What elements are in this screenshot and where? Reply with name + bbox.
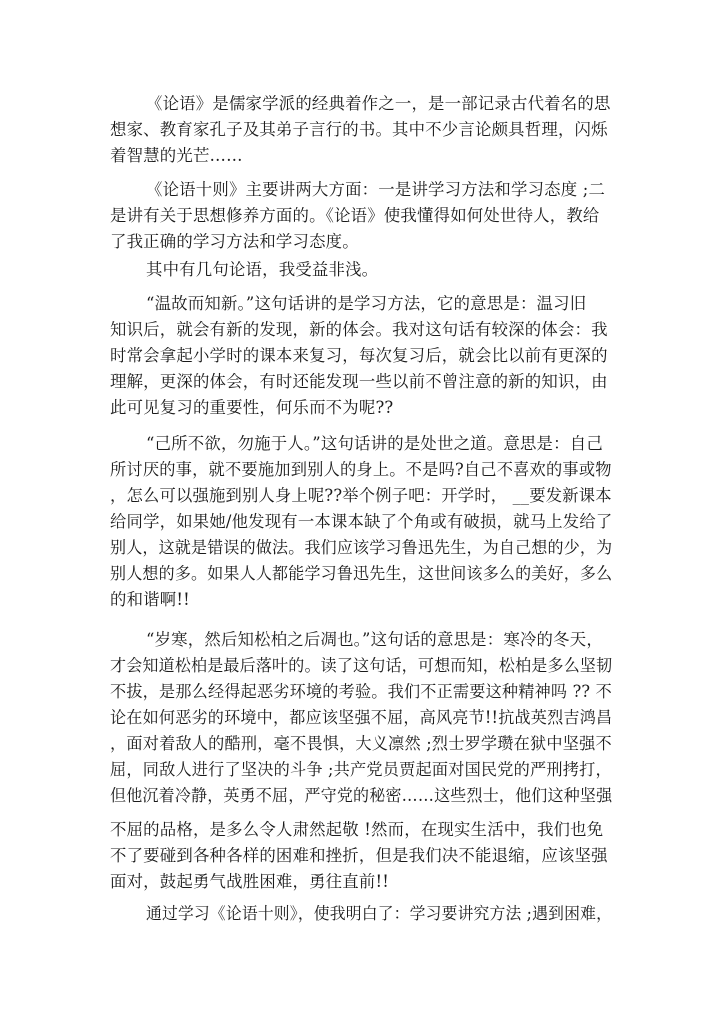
- text-line: 给同学，如果她/他发现有一本课本缺了个角或有破损，就马上发给了: [110, 512, 613, 531]
- text-line: 屈，同敌人进行了坚决的斗争 ;共产党员贾起面对国民党的严刑拷打，: [110, 760, 612, 779]
- text-line: 面对，鼓起勇气战胜困难，勇往直前!!: [110, 872, 390, 891]
- text-line: 其中有几句论语，我受益非浅。: [146, 260, 379, 279]
- text-line: 别人想的多。如果人人都能学习鲁迅先生，这世间该多么的美好，多么: [110, 564, 613, 583]
- text-line: 知识后，就会有新的发现，新的体会。我对这句话有较深的体会：我: [110, 320, 608, 339]
- text-line: ，怎么可以强施到别人身上呢??举个例子吧：开学时， __要发新课本: [110, 486, 612, 505]
- text-line: 的和谐啊!!: [110, 590, 190, 609]
- text-line: 此可见复习的重要性，何乐而不为呢??: [110, 398, 394, 417]
- text-line: 不了要碰到各种各样的困难和挫折，但是我们决不能退缩，应该坚强: [110, 846, 608, 865]
- text-line: 着智慧的光芒……: [110, 146, 243, 165]
- text-line: 不拔，是那么经得起恶劣环境的考验。我们不正需要这种精神吗 ?? 不: [110, 682, 612, 701]
- text-line: ，面对着敌人的酷刑，毫不畏惧，大义凛然 ;烈士罗学瓒在狱中坚强不: [110, 734, 612, 753]
- text-line: 但他沉着冷静，英勇不屈，严守党的秘密……这些烈士，他们这种坚强: [110, 786, 613, 805]
- text-line: “己所不欲，勿施于人。”这句话讲的是处世之道。意思是：自己: [146, 434, 603, 453]
- text-line: “温故而知新。”这句话讲的是学习方法，它的意思是：温习旧: [146, 294, 587, 313]
- text-line: 了我正确的学习方法和学习态度。: [110, 232, 359, 251]
- text-line: “岁寒，然后知松柏之后凋也。”这句话的意思是：寒冷的冬天，: [146, 630, 603, 649]
- text-line: 所讨厌的事，就不要施加到别人的身上。不是吗?自己不喜欢的事或物: [110, 460, 612, 479]
- text-line: 理解，更深的体会，有时还能发现一些以前不曾注意的新的知识，由: [110, 372, 608, 391]
- text-line: 《论语十则》主要讲两大方面：一是讲学习方法和学习态度 ;二: [146, 180, 606, 199]
- text-line: 《论语》是儒家学派的经典着作之一，是一部记录古代着名的思: [146, 94, 611, 113]
- text-line: 想家、教育家孔子及其弟子言行的书。其中不少言论颇具哲理，闪烁: [110, 120, 608, 139]
- text-line: 不屈的品格，是多么令人肃然起敬 !然而，在现实生活中，我们也免: [110, 820, 604, 839]
- text-line: 论在如何恶劣的环境中，都应该坚强不屈，高风亮节!!抗战英烈吉鸿昌: [110, 708, 613, 727]
- text-line: 通过学习《论语十则》，使我明白了：学习要讲究方法 ;遇到困难，: [146, 904, 613, 923]
- text-line: 才会知道松柏是最后落叶的。读了这句话，可想而知，松柏是多么坚韧: [110, 656, 613, 675]
- text-line: 别人，这就是错误的做法。我们应该学习鲁迅先生，为自己想的少，为: [110, 538, 613, 557]
- text-line: 时常会拿起小学时的课本来复习，每次复习后，就会比以前有更深的: [110, 346, 608, 365]
- text-line: 是讲有关于思想修养方面的。《论语》使我懂得如何处世待人，教给: [110, 206, 600, 225]
